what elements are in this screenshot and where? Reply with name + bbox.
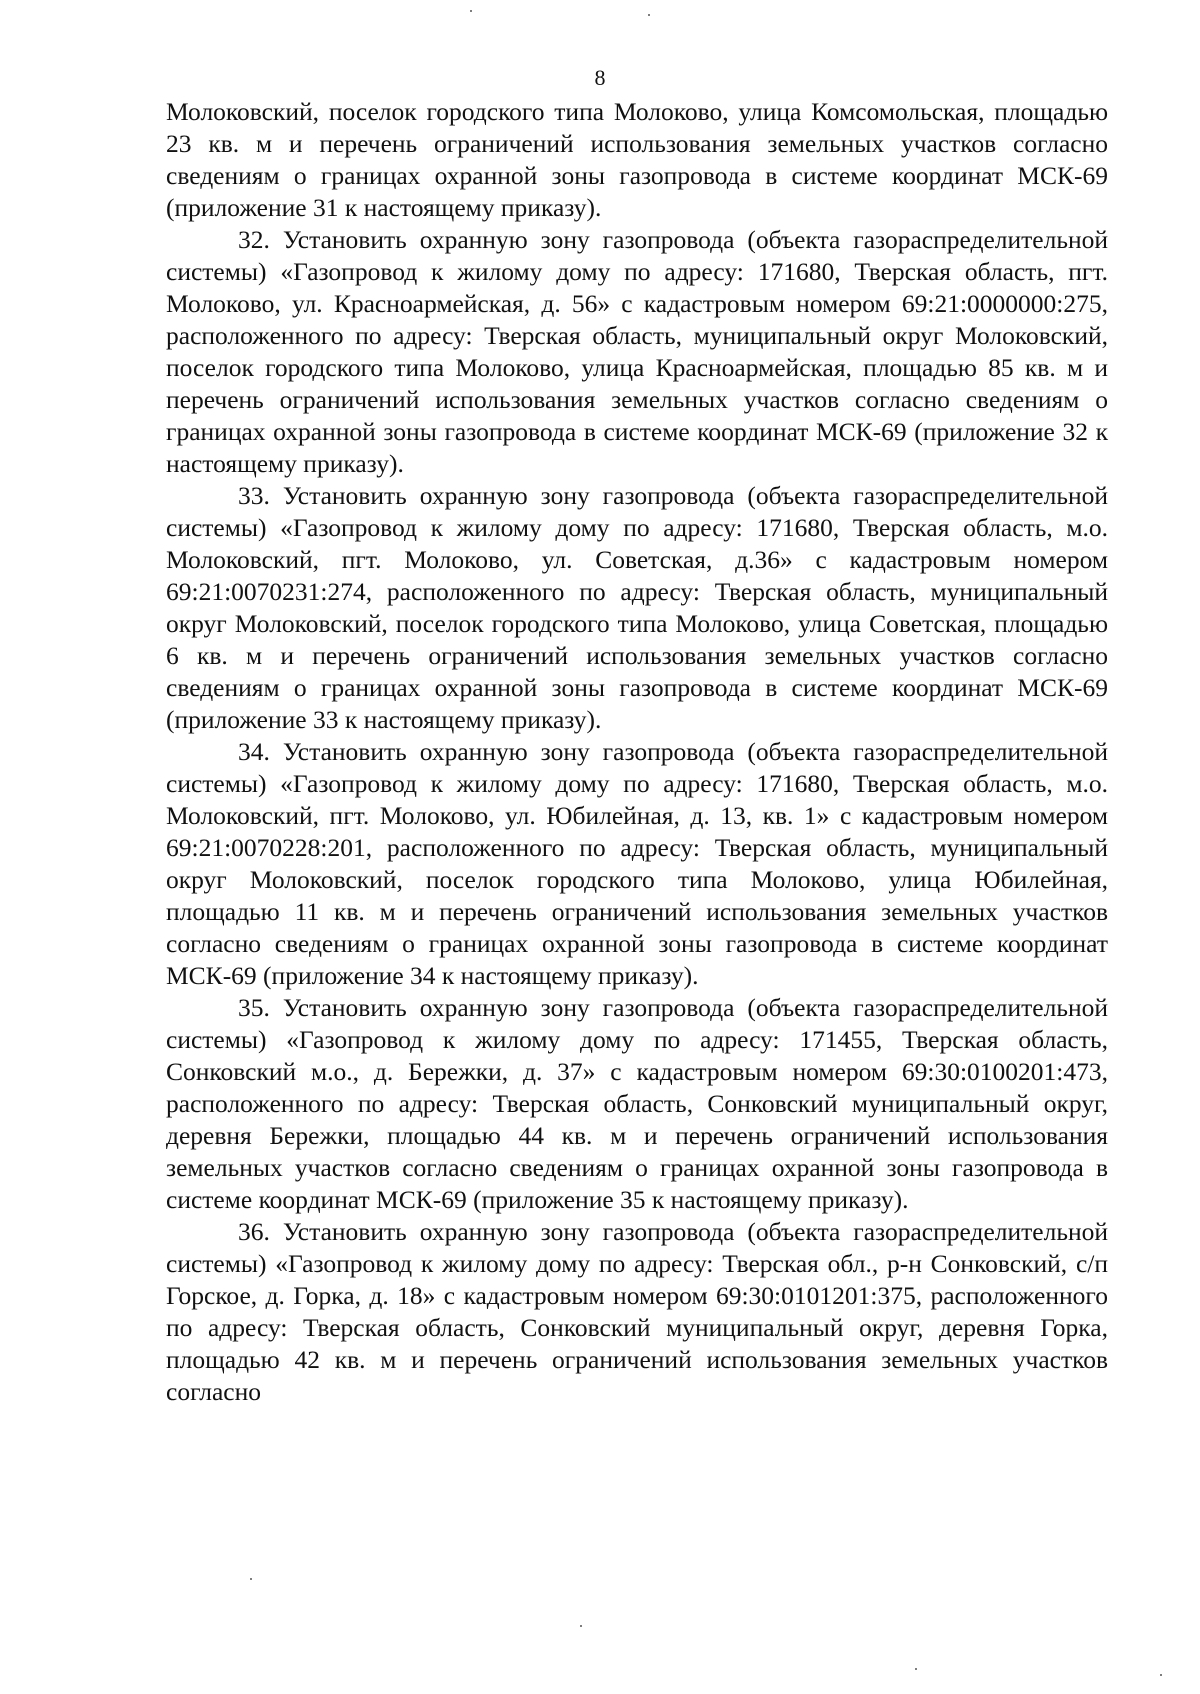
paragraph-item-34: 34. Установить охранную зону газопровода (объекта газораспределительной системы) «Газопровод к жилому дому по адресу: 171680, Тверская область, м.о. Молоковский, пгт. Молоково, ул. Юбилейная, д. 13, кв. 1» с кадастровым номером 69:21:0070228:201, расположенного по адресу: Тверская область, муниципальный округ Молоковский, поселок городского типа Молоково, улица Юбилейная, площадью 11 кв. м и перечень ограничений использования земельных участков согласно сведениям о границах охранной зоны газопровода в системе координат МСК-69 (приложение 34 к настоящему приказу). [166,737,1108,990]
paragraph-item-35: 35. Установить охранную зону газопровода (объекта газораспределительной системы) «Газопровод к жилому дому по адресу: 171455, Тверская область, Сонковский м.о., д. Бережки, д. 37» с кадастровым номером 69:30:0100201:473, расположенного по адресу: Тверская область, Сонковский муниципальный округ, деревня Бережки, площадью 44 кв. м и перечень ограничений использования земельных участков согласно сведениям о границах охранной зоны газопровода в системе координат МСК-69 (приложение 35 к настоящему приказу). [166,993,1108,1214]
scan-speck [648,14,650,16]
scan-speck [1160,1674,1162,1676]
scan-speck [580,1625,582,1627]
paragraph-continuation-31: Молоковский, поселок городского типа Молоково, улица Комсомольская, площадью 23 кв. м и перечень ограничений использования земельных участков согласно сведениям о границах охранной зоны газопровода в системе координат МСК-69 (приложение 31 к настоящему приказу). [166,97,1108,222]
paragraph-item-36: 36. Установить охранную зону газопровода (объекта газораспределительной системы) «Газопровод к жилому дому по адресу: Тверская обл., р-н Сонковский, с/п Горское, д. Горка, д. 18» с кадастровым номером 69:30:0101201:375, расположенного по адресу: Тверская область, Сонковский муниципальный округ, деревня Горка, площадью 42 кв. м и перечень ограничений использования земельных участков согласно [166,1217,1108,1406]
paragraph-item-33: 33. Установить охранную зону газопровода (объекта газораспределительной системы) «Газопровод к жилому дому по адресу: 171680, Тверская область, м.о. Молоковский, пгт. Молоково, ул. Советская, д.36» с кадастровым номером 69:21:0070231:274, расположенного по адресу: Тверская область, муниципальный округ Молоковский, поселок городского типа Молоково, улица Советская, площадью 6 кв. м и перечень ограничений использования земельных участков согласно сведениям о границах охранной зоны газопровода в системе координат МСК-69 (приложение 33 к настоящему приказу). [166,481,1108,734]
paragraph-item-32: 32. Установить охранную зону газопровода (объекта газораспределительной системы) «Газопровод к жилому дому по адресу: 171680, Тверская область, пгт. Молоково, ул. Красноармейская, д. 56» с кадастровым номером 69:21:0000000:275, расположенного по адресу: Тверская область, муниципальный округ Молоковский, поселок городского типа Молоково, улица Красноармейская, площадью 85 кв. м и перечень ограничений использования земельных участков согласно сведениям о границах охранной зоны газопровода в системе координат МСК-69 (приложение 32 к настоящему приказу). [166,225,1108,478]
document-body [166,96,1108,1408]
scan-speck [915,1668,917,1670]
scan-speck [250,1578,252,1580]
scan-speck [470,10,472,12]
page-number: 8 [594,65,606,90]
